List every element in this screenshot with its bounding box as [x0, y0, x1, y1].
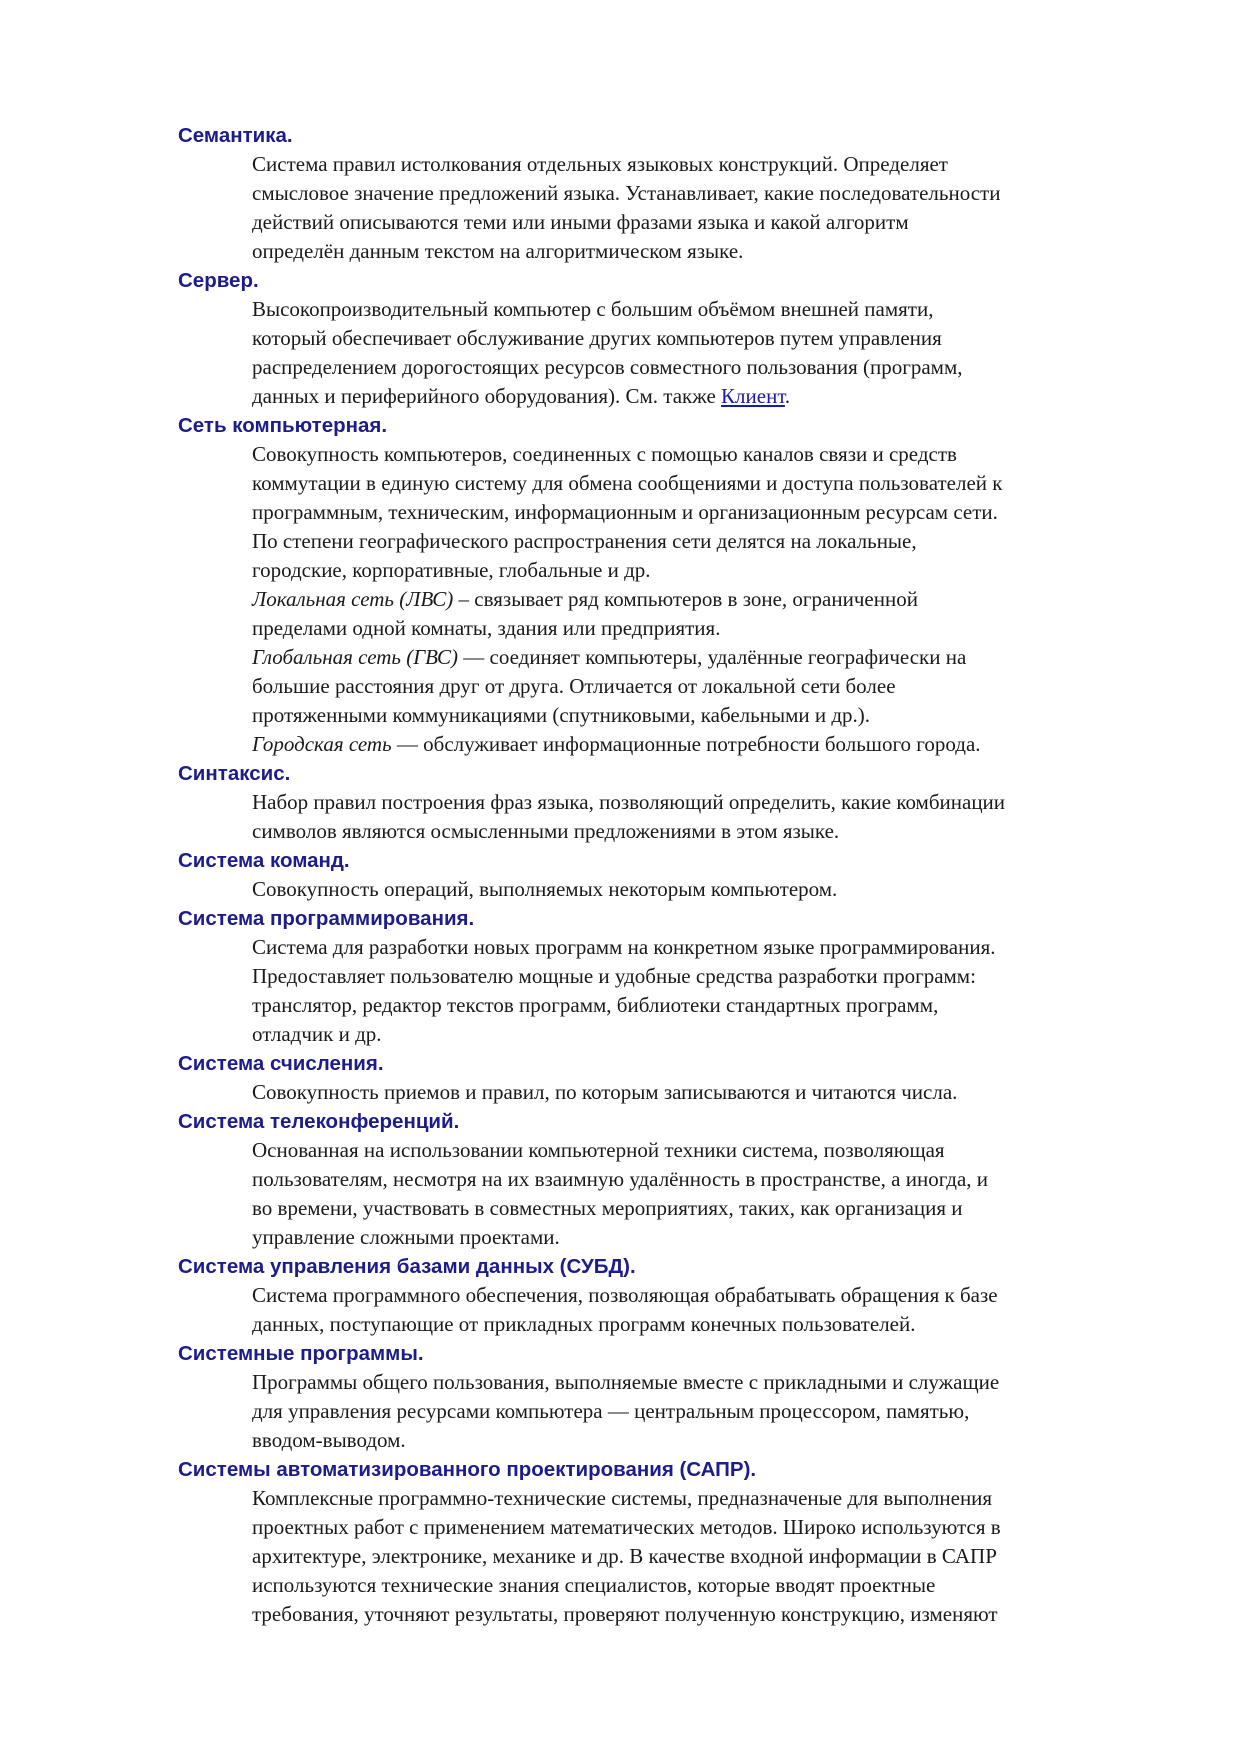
glossary-term: Семантика. — [178, 124, 293, 147]
definition-text: во времени, участвовать в совместных мероприятиях, таких, как организация и — [252, 1196, 963, 1220]
definition-line — [252, 730, 1178, 759]
definition-text: Совокупность компьютеров, соединенных с помощью каналов связи и средств — [252, 442, 957, 466]
definition-text: для управления ресурсами компьютера — центральным процессором, памятью, — [252, 1399, 970, 1423]
definition-line — [252, 1281, 1178, 1310]
definition-text: смысловое значение предложений языка. Устанавливает, какие последовательности — [252, 181, 1001, 205]
italic-term: Городская сеть — [252, 732, 392, 756]
definition-line — [252, 643, 1178, 672]
definition-text: управление сложными проектами. — [252, 1225, 560, 1249]
glossary-term: Системные программы. — [178, 1342, 424, 1365]
definition-line — [252, 1513, 1178, 1542]
definition-line — [252, 498, 1178, 527]
glossary-term: Система команд. — [178, 849, 350, 872]
glossary-term: Системы автоматизированного проектирования (САПР). — [178, 1458, 757, 1481]
definition-text: данных и периферийного оборудования). См. также — [252, 384, 722, 408]
glossary-definition — [252, 788, 1178, 846]
definition-line — [252, 933, 1178, 962]
definition-text: городские, корпоративные, глобальные и др. — [252, 558, 651, 582]
definition-line — [252, 585, 1178, 614]
definition-text: большие расстояния друг от друга. Отличается от локальной сети более — [252, 674, 896, 698]
definition-text: Основанная на использовании компьютерной техники система, позволяющая — [252, 1138, 945, 1162]
definition-line — [252, 1542, 1178, 1571]
glossary-definition — [252, 295, 1178, 411]
glossary-term: Сеть компьютерная. — [178, 414, 388, 437]
definition-text: Набор правил построения фраз языка, позволяющий определить, какие комбинации — [252, 790, 1006, 814]
definition-line — [252, 179, 1178, 208]
glossary-term: Сервер. — [178, 269, 259, 292]
glossary-entries — [178, 121, 1178, 1629]
glossary-term: Синтаксис. — [178, 762, 291, 785]
definition-line — [252, 672, 1178, 701]
definition-line — [252, 1020, 1178, 1049]
cross-reference-link[interactable]: Клиент — [721, 384, 785, 408]
definition-text: распределением дорогостоящих ресурсов совместного пользования (программ, — [252, 355, 963, 379]
definition-line — [252, 875, 1178, 904]
definition-text: требования, уточняют результаты, проверяют полученную конструкцию, изменяют — [252, 1602, 998, 1626]
glossary-definition — [252, 440, 1178, 759]
definition-line — [252, 1397, 1178, 1426]
definition-text: — соединяет компьютеры, удалённые географически на — [458, 645, 967, 669]
definition-line — [252, 440, 1178, 469]
definition-text: – связывает ряд компьютеров в зоне, ограниченной — [453, 587, 918, 611]
definition-text: протяженными коммуникациями (спутниковыми, кабельными и др.). — [252, 703, 871, 727]
definition-text: символов являются осмысленными предложениями в этом языке. — [252, 819, 840, 843]
italic-term: Локальная сеть (ЛВС) — [252, 587, 454, 611]
definition-line — [252, 701, 1178, 730]
definition-text: Высокопроизводительный компьютер с большим объёмом внешней памяти, — [252, 297, 934, 321]
definition-line — [252, 527, 1178, 556]
definition-text: Программы общего пользования, выполняемые вместе с прикладными и служащие — [252, 1370, 1000, 1394]
definition-line — [252, 817, 1178, 846]
definition-line — [252, 208, 1178, 237]
definition-text: программным, техническим, информационным и организационным ресурсам сети. — [252, 500, 998, 524]
definition-text: пределами одной комнаты, здания или предприятия. — [252, 616, 721, 640]
definition-text: Комплексные программно-технические системы, предназначеные для выполнения — [252, 1486, 993, 1510]
definition-text: Предоставляет пользователю мощные и удобные средства разработки программ: — [252, 964, 976, 988]
glossary-term: Система управления базами данных (СУБД). — [178, 1255, 636, 1278]
glossary-definition — [252, 1484, 1178, 1629]
definition-text: коммутации в единую систему для обмена сообщениями и доступа пользователей к — [252, 471, 1003, 495]
definition-line — [252, 962, 1178, 991]
definition-line — [252, 295, 1178, 324]
glossary-term: Система телеконференций. — [178, 1110, 460, 1133]
definition-line — [252, 1078, 1178, 1107]
glossary-term: Система счисления. — [178, 1052, 384, 1075]
definition-line — [252, 1426, 1178, 1455]
definition-text: архитектуре, электронике, механике и др. В качестве входной информации в САПР — [252, 1544, 997, 1568]
definition-text: Система для разработки новых программ на конкретном языке программирования. — [252, 935, 996, 959]
definition-text: транслятор, редактор текстов программ, библиотеки стандартных программ, — [252, 993, 939, 1017]
definition-line — [252, 788, 1178, 817]
definition-line — [252, 991, 1178, 1020]
definition-text: По степени географического распространения сети делятся на локальные, — [252, 529, 917, 553]
definition-line — [252, 1571, 1178, 1600]
definition-text: определён данным текстом на алгоритмическом языке. — [252, 239, 744, 263]
definition-text: действий описываются теми или иными фразами языка и какой алгоритм — [252, 210, 909, 234]
italic-term: Глобальная сеть (ГВС) — [252, 645, 459, 669]
definition-text: Совокупность приемов и правил, по которым записываются и читаются числа. — [252, 1080, 958, 1104]
definition-text: Система правил истолкования отдельных языковых конструкций. Определяет — [252, 152, 948, 176]
definition-text: вводом-выводом. — [252, 1428, 406, 1452]
definition-line — [252, 237, 1178, 266]
definition-line — [252, 353, 1178, 382]
definition-line — [252, 614, 1178, 643]
definition-text: данных, поступающие от прикладных программ конечных пользователей. — [252, 1312, 916, 1336]
definition-text: используются технические знания специалистов, которые вводят проектные — [252, 1573, 936, 1597]
definition-text: Система программного обеспечения, позволяющая обрабатывать обращения к базе — [252, 1283, 998, 1307]
definition-text: . — [784, 384, 791, 408]
glossary-definition — [252, 875, 1178, 904]
definition-text: пользователям, несмотря на их взаимную удалённость в пространстве, а иногда, и — [252, 1167, 989, 1191]
glossary-definition — [252, 150, 1178, 266]
definition-line — [252, 1484, 1178, 1513]
glossary-definition — [252, 1078, 1178, 1107]
definition-line — [252, 469, 1178, 498]
definition-line — [252, 1194, 1178, 1223]
definition-text: отладчик и др. — [252, 1022, 382, 1046]
glossary-term: Система программирования. — [178, 907, 475, 930]
definition-line — [252, 1368, 1178, 1397]
glossary-definition — [252, 1368, 1178, 1455]
definition-line — [252, 324, 1178, 353]
definition-line — [252, 150, 1178, 179]
definition-line — [252, 1136, 1178, 1165]
definition-text: который обеспечивает обслуживание других компьютеров путем управления — [252, 326, 942, 350]
definition-line — [252, 1600, 1178, 1629]
definition-line — [252, 1310, 1178, 1339]
definition-text: — обслуживает информационные потребности большого города. — [391, 732, 981, 756]
definition-line — [252, 382, 1178, 411]
definition-text: Совокупность операций, выполняемых некоторым компьютером. — [252, 877, 838, 901]
definition-line — [252, 1223, 1178, 1252]
definition-line — [252, 1165, 1178, 1194]
definition-text: проектных работ с применением математических методов. Широко используются в — [252, 1515, 1001, 1539]
glossary-definition — [252, 1281, 1178, 1339]
glossary-definition — [252, 933, 1178, 1049]
definition-line — [252, 556, 1178, 585]
glossary-definition — [252, 1136, 1178, 1252]
